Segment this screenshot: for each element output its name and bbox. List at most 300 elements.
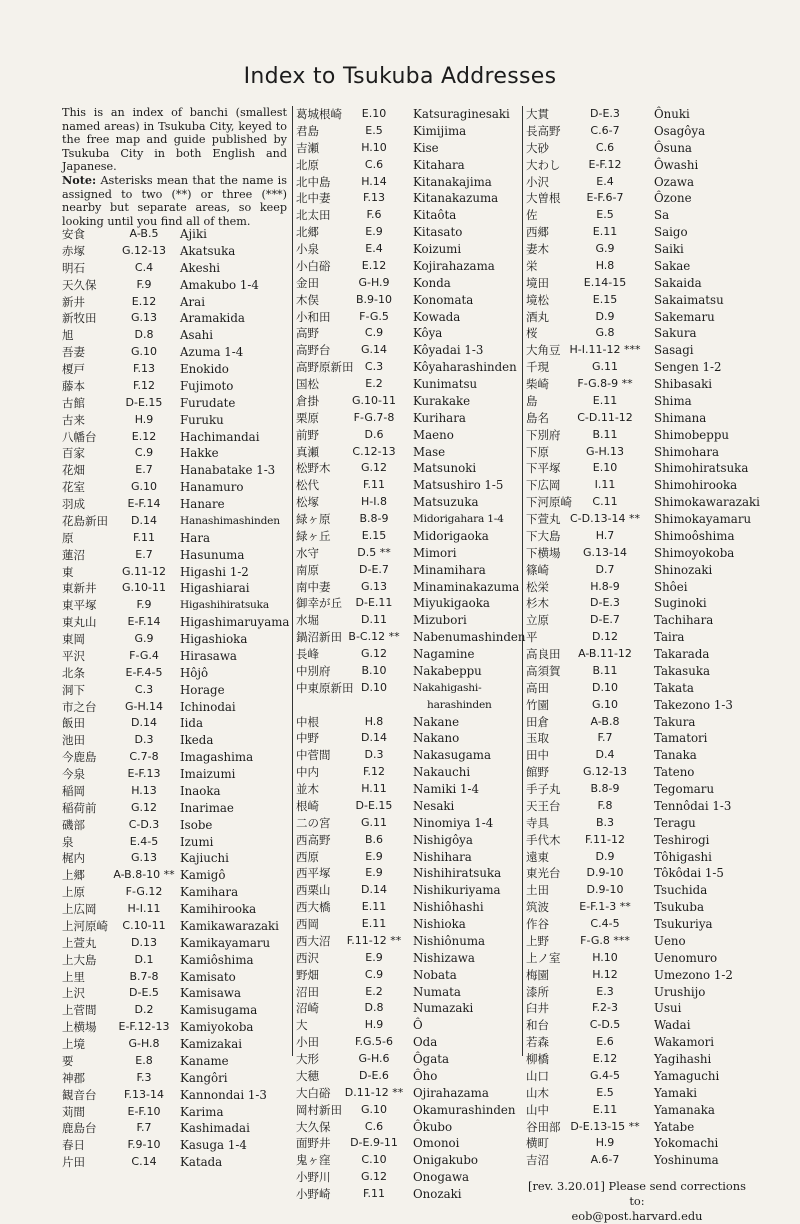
index-entry [526, 1152, 748, 1169]
entry-romaji: Yamaguchi [654, 1068, 720, 1083]
entry-kanji: 真瀬 [296, 444, 319, 459]
entry-romaji: Aramakida [180, 311, 245, 326]
entry-romaji: Shôei [654, 579, 688, 594]
entry-romaji: Ozawa [654, 174, 695, 189]
entry-kanji: 中東原新田 [296, 680, 354, 695]
entry-kanji: 谷田部 [526, 1119, 561, 1134]
index-entry [526, 393, 748, 410]
entry-grid-ref: D-E.3 [590, 107, 620, 120]
entry-romaji: Teragu [654, 815, 696, 830]
index-entry [296, 275, 518, 292]
entry-kanji: 片田 [62, 1155, 85, 1170]
index-entry [62, 1002, 287, 1019]
entry-kanji: 寺具 [526, 815, 549, 830]
entry-romaji: Kaname [180, 1053, 229, 1068]
entry-kanji: 上大島 [62, 952, 97, 967]
entry-grid-ref: E-F.4-5 [125, 665, 163, 679]
entry-romaji: Kowada [413, 309, 461, 324]
entry-romaji: Numata [413, 984, 461, 999]
entry-grid-ref: F.9-10 [127, 1138, 161, 1152]
entry-grid-ref: E.9 [365, 950, 383, 964]
entry-kanji: 神郡 [62, 1070, 85, 1085]
entry-grid-ref: C.3 [134, 682, 154, 696]
entry-romaji: Kurakake [413, 393, 471, 408]
entry-kanji: 平 [526, 630, 538, 645]
entry-kanji: 古館 [62, 395, 85, 410]
entry-kanji: 下広岡 [526, 478, 561, 493]
entry-kanji: 安食 [62, 227, 85, 241]
entry-grid-ref: E.5 [365, 123, 383, 137]
entry-grid-ref: A-B.5 [129, 227, 159, 240]
entry-grid-ref: A.6-7 [590, 1153, 620, 1167]
index-entry [62, 783, 287, 800]
entry-romaji: Izumi [180, 834, 214, 849]
entry-grid-ref: G.11-12 [122, 564, 166, 578]
index-entry [296, 899, 518, 916]
entry-kanji: 上菅間 [62, 1003, 97, 1018]
index-entry [296, 1051, 518, 1068]
index-entry [296, 882, 518, 899]
entry-kanji: 玉取 [526, 731, 549, 746]
entry-kanji: 御幸が丘 [296, 596, 342, 611]
entry-kanji: 花室 [62, 480, 85, 495]
index-entry [526, 595, 748, 612]
entry-grid-ref: G-H.9 [358, 275, 390, 289]
entry-grid-ref: F.13 [132, 362, 156, 375]
entry-kanji: 小沢 [526, 174, 549, 189]
entry-grid-ref: F.2-3 [591, 1001, 619, 1015]
index-entry [296, 967, 518, 984]
entry-romaji: Kunimatsu [413, 377, 478, 391]
entry-kanji: 西郷 [526, 225, 549, 240]
entry-romaji: Tamatori [654, 731, 708, 746]
entry-grid-ref: G.11 [591, 360, 619, 374]
entry-romaji: Sakae [654, 258, 691, 273]
index-entry [526, 157, 748, 174]
entry-grid-ref: E.10 [361, 107, 387, 120]
entry-grid-ref: G.12 [360, 647, 388, 660]
entry-kanji: 天王台 [526, 798, 561, 813]
index-entry [296, 342, 518, 359]
entry-kanji: 松野木 [296, 461, 331, 476]
entry-kanji: 北中島 [296, 174, 331, 189]
entry-grid-ref: D-E.13-15 ** [570, 1119, 640, 1133]
entry-romaji: Furuku [180, 412, 224, 427]
entry-romaji: Taira [654, 630, 685, 645]
entry-grid-ref: G.10 [360, 1102, 388, 1116]
entry-kanji: 観音台 [62, 1087, 97, 1102]
entry-romaji: Nishioka [413, 917, 466, 931]
entry-kanji: 緑ヶ丘 [296, 528, 331, 543]
entry-kanji: 中根 [296, 714, 319, 729]
index-entry [62, 530, 287, 547]
index-entry [526, 342, 748, 359]
entry-romaji: Kamigô [180, 868, 226, 883]
index-entry [526, 460, 748, 477]
entry-grid-ref: D-E.15 [125, 395, 163, 409]
entry-kanji: 山口 [526, 1068, 549, 1083]
entry-romaji: Nobata [413, 967, 457, 982]
entry-romaji: Konda [413, 275, 451, 290]
index-entry [526, 1102, 748, 1119]
index-entry [296, 612, 518, 629]
entry-kanji: 磯部 [62, 817, 85, 832]
entry-romaji: Katsuraginesaki [413, 107, 510, 121]
entry-grid-ref: C.11 [592, 495, 618, 509]
index-entry [526, 1051, 748, 1068]
index-entry [296, 781, 518, 798]
entry-romaji: Horage [180, 682, 225, 697]
entry-grid-ref: H.8-9 [590, 579, 620, 593]
index-entry [526, 376, 748, 393]
index-entry [62, 429, 287, 446]
entry-kanji: 鬼ヶ窪 [296, 1153, 331, 1168]
index-entry [296, 1169, 518, 1186]
entry-romaji: Imagashima [180, 750, 254, 765]
index-entry [62, 952, 287, 969]
entry-kanji: 上河原崎 [62, 918, 108, 933]
index-entry [62, 614, 290, 631]
entry-romaji: Kamiyokoba [180, 1020, 254, 1035]
index-entry [296, 477, 518, 494]
entry-grid-ref: F-G.5 [359, 309, 389, 323]
entry-romaji: Nakahigashi- harashinden [413, 681, 492, 711]
entry-kanji: 水守 [296, 545, 319, 560]
entry-kanji: 稲岡 [62, 783, 85, 798]
entry-grid-ref: D-E.7 [359, 562, 389, 576]
entry-kanji: 田倉 [526, 714, 549, 729]
index-entry [62, 631, 287, 648]
entry-romaji: Ônuki [654, 107, 690, 121]
entry-grid-ref: H.13 [131, 783, 157, 797]
entry-grid-ref: D.14 [361, 883, 387, 897]
entry-kanji: 大形 [296, 1052, 319, 1066]
entry-romaji: Onogawa [413, 1170, 470, 1185]
entry-romaji: Mimori [413, 545, 457, 560]
entry-kanji: 松塚 [296, 495, 319, 510]
index-entry [526, 123, 748, 140]
entry-grid-ref: D.9 [595, 309, 615, 323]
entry-kanji: 上境 [62, 1037, 85, 1051]
entry-grid-ref: F.7 [136, 1121, 152, 1135]
entry-romaji: Ô [413, 1018, 423, 1033]
entry-grid-ref: G.12-13 [122, 243, 166, 257]
entry-romaji: Namiki 1-4 [413, 782, 479, 796]
entry-grid-ref: G.11 [360, 815, 388, 829]
entry-romaji: Matsunoki [413, 461, 477, 476]
index-list [296, 106, 526, 1203]
entry-kanji: 苅間 [62, 1104, 85, 1119]
entry-romaji: Takezono 1-3 [654, 697, 733, 712]
entry-romaji: Shimohiratsuka [654, 461, 749, 476]
entry-romaji: Osagôya [654, 123, 706, 138]
entry-romaji: Mizubori [413, 613, 467, 628]
entry-grid-ref: G.10 [130, 480, 158, 494]
entry-grid-ref: H.8 [364, 714, 384, 728]
index-entry [62, 395, 287, 412]
index-entry [62, 884, 287, 901]
entry-romaji: Mase [413, 444, 446, 459]
entry-grid-ref: D-E.7 [590, 613, 620, 627]
index-entry [62, 445, 287, 462]
index-entry [62, 294, 287, 311]
entry-grid-ref: D.11 [361, 613, 387, 627]
entry-kanji: 境田 [526, 275, 549, 290]
entry-kanji: 羽成 [62, 497, 85, 511]
entry-grid-ref: H.14 [361, 174, 387, 188]
entry-grid-ref: G.13 [360, 579, 388, 593]
entry-grid-ref: H.9 [364, 1018, 384, 1032]
entry-kanji: 中野 [296, 731, 319, 746]
entry-grid-ref: F.11-12 [584, 832, 626, 846]
index-entry [62, 985, 287, 1002]
entry-romaji: Usui [654, 1001, 682, 1016]
entry-kanji: 東平塚 [62, 598, 97, 613]
entry-kanji: 倉掛 [296, 393, 319, 408]
index-entry [62, 344, 287, 361]
footer [526, 1179, 748, 1224]
entry-kanji: 栗原 [296, 410, 319, 425]
entry-grid-ref: D-E.11 [355, 596, 393, 610]
index-entry [526, 832, 748, 849]
index-entry [62, 462, 287, 479]
note-label: Note: [62, 172, 97, 187]
index-entry [62, 1053, 287, 1070]
index-entry [526, 258, 748, 275]
entry-kanji: 上原 [62, 885, 85, 900]
entry-kanji: 飯田 [62, 716, 85, 731]
entry-grid-ref: D.9-10 [586, 866, 624, 880]
index-entry [296, 309, 518, 326]
entry-kanji: 長高野 [526, 123, 561, 138]
index-entry [296, 190, 518, 207]
entry-grid-ref: C.6 [364, 157, 384, 171]
entry-grid-ref: H.9 [134, 412, 154, 426]
entry-kanji: 新牧田 [62, 311, 97, 326]
entry-grid-ref: C.9 [364, 326, 384, 340]
entry-romaji: Kamisawa [180, 986, 242, 1001]
index-entry [296, 1068, 518, 1085]
index-entry [526, 325, 748, 342]
index-entry [296, 714, 518, 731]
entry-romaji: Tachihara [654, 613, 714, 628]
entry-kanji: 高野原新田 [296, 360, 354, 375]
entry-grid-ref: G-H.8 [128, 1037, 160, 1050]
entry-kanji: 手子丸 [526, 782, 561, 796]
entry-kanji: 吉瀬 [296, 140, 319, 155]
entry-romaji: Ôho [413, 1068, 438, 1083]
entry-kanji: 中菅間 [296, 748, 331, 763]
index-entry [296, 157, 518, 174]
entry-romaji: Minamihara [413, 562, 486, 577]
entry-grid-ref: B.11 [592, 663, 618, 677]
entry-kanji: 立原 [526, 613, 549, 628]
entry-grid-ref: D.8 [364, 1001, 384, 1015]
index-entry [62, 260, 287, 277]
entry-kanji: 西岡 [296, 917, 319, 931]
entry-kanji: 明石 [62, 260, 85, 275]
entry-grid-ref: F.12 [362, 765, 386, 779]
index-entry [296, 815, 518, 832]
entry-kanji: 百家 [62, 446, 85, 461]
entry-kanji: 下河原崎 [526, 495, 572, 510]
entry-grid-ref: E.12 [131, 429, 157, 443]
index-list [526, 106, 760, 1169]
entry-romaji: Tôhigashi [654, 849, 712, 864]
entry-romaji: Hôjô [180, 665, 209, 680]
index-entry [526, 410, 748, 427]
index-entry [296, 528, 518, 545]
entry-grid-ref: G.8 [595, 326, 615, 340]
entry-romaji: Onozaki [413, 1187, 462, 1201]
entry-kanji: 天久保 [62, 277, 97, 292]
entry-romaji: Tôkôdai 1-5 [654, 866, 724, 881]
entry-grid-ref: D.3 [364, 748, 384, 762]
entry-kanji: 西大橋 [296, 900, 331, 915]
index-entry [296, 1017, 518, 1034]
index-entry [296, 1102, 518, 1119]
entry-grid-ref: D.12 [592, 630, 618, 644]
entry-grid-ref: G.13 [130, 851, 158, 865]
entry-romaji: Kamikayamaru [180, 935, 271, 950]
index-entry [296, 174, 518, 191]
entry-romaji: Sakaida [654, 275, 702, 290]
entry-grid-ref: C.6 [595, 140, 615, 154]
entry-romaji: Tanaka [654, 748, 697, 763]
entry-kanji: 大角豆 [526, 343, 561, 358]
entry-kanji: 梅園 [526, 967, 549, 982]
index-entry [296, 595, 518, 612]
entry-grid-ref: D.10 [361, 680, 387, 694]
entry-kanji: 西栗山 [296, 883, 331, 898]
entry-romaji: Ninomiya 1-4 [413, 815, 494, 830]
entry-romaji: Hachimandai [180, 429, 260, 444]
entry-grid-ref: F.9 [136, 277, 152, 291]
entry-kanji: 篠崎 [526, 562, 549, 577]
entry-romaji: Hirasawa [180, 648, 237, 663]
index-entry [62, 1104, 287, 1121]
index-entry [62, 1154, 287, 1171]
entry-grid-ref: E.11 [361, 917, 387, 930]
entry-romaji: Konomata [413, 292, 474, 307]
entry-kanji: 旭 [62, 328, 74, 343]
index-entry [526, 646, 748, 663]
index-entry [296, 1119, 518, 1136]
entry-grid-ref: E.4 [365, 242, 383, 255]
entry-kanji: 緑ヶ原 [296, 512, 331, 526]
entry-grid-ref: D.5 ** [357, 545, 391, 559]
entry-grid-ref: D.4 [595, 748, 615, 762]
index-entry [296, 545, 518, 562]
index-entry [526, 309, 748, 326]
entry-kanji: 小白硲 [296, 258, 331, 273]
entry-kanji: 臼井 [526, 1001, 549, 1016]
entry-kanji: 松栄 [526, 579, 549, 594]
entry-romaji: Ikeda [180, 733, 214, 748]
entry-grid-ref: H-I.11 [127, 902, 161, 915]
index-entry [526, 865, 748, 882]
entry-romaji: Oda [413, 1035, 438, 1050]
entry-grid-ref: G.4-5 [590, 1068, 620, 1082]
entry-grid-ref: A-B.8 [590, 714, 620, 728]
entry-romaji: Sasagi [654, 343, 694, 358]
index-entry [526, 967, 748, 984]
entry-grid-ref: C-D.3 [128, 817, 160, 831]
entry-romaji: Shimohara [654, 444, 720, 459]
column-divider [292, 106, 293, 1056]
entry-kanji: 小田 [296, 1035, 319, 1050]
index-entry [62, 665, 287, 682]
index-entry [296, 1000, 518, 1017]
entry-grid-ref: G.9 [595, 242, 615, 255]
index-entry [62, 682, 287, 699]
entry-kanji: 遠東 [526, 849, 549, 864]
entry-grid-ref: D.6 [364, 427, 384, 441]
index-entry [296, 849, 518, 866]
entry-grid-ref: E.7 [135, 463, 153, 477]
entry-grid-ref: F.13 [362, 191, 386, 205]
entry-grid-ref: C.6-7 [590, 123, 620, 137]
entry-grid-ref: E-F.10 [127, 1104, 161, 1118]
entry-romaji: Yagihashi [654, 1052, 712, 1066]
footer-revision: [rev. 3.20.01] Please send corrections to: [528, 1179, 746, 1209]
entry-romaji: Kamisugama [180, 1003, 258, 1018]
index-entry [62, 850, 287, 867]
entry-romaji: Tsukuriya [654, 917, 713, 931]
entry-grid-ref: E.2 [365, 984, 383, 998]
entry-romaji: Nishikuriyama [413, 883, 501, 898]
index-entry [296, 460, 518, 477]
entry-romaji: Nabenumashinden [413, 630, 526, 645]
entry-kanji: 高須賀 [526, 663, 561, 678]
index-entry [62, 969, 287, 986]
entry-kanji: 面野井 [296, 1136, 331, 1151]
entry-romaji: Shimoyokoba [654, 545, 735, 560]
index-entry [296, 1085, 518, 1102]
entry-grid-ref: D.11-12 ** [344, 1085, 404, 1099]
entry-romaji: Kurihara [413, 410, 466, 425]
index-entry [296, 950, 518, 967]
entry-romaji: Kajiuchi [180, 851, 229, 866]
entry-grid-ref: F.11 [132, 530, 156, 544]
entry-kanji: 沼崎 [296, 1001, 319, 1016]
entry-kanji: 東 [62, 564, 74, 579]
entry-grid-ref: F.12 [132, 378, 156, 392]
entry-kanji: 梶内 [62, 851, 85, 866]
entry-kanji: 山中 [526, 1102, 549, 1117]
entry-grid-ref: F-G.8 *** [580, 933, 630, 947]
entry-kanji: 島名 [526, 410, 549, 425]
entry-kanji: 上横場 [62, 1020, 97, 1035]
index-entry [526, 207, 748, 224]
entry-kanji: 高良田 [526, 647, 561, 661]
index-entry [526, 781, 748, 798]
index-entry [296, 444, 518, 461]
entry-kanji: 沼田 [296, 984, 319, 999]
index-entry [526, 562, 748, 579]
entry-grid-ref: C.12-13 [352, 444, 396, 458]
index-entry [526, 528, 748, 545]
entry-romaji: Teshirogi [654, 832, 710, 847]
entry-grid-ref: G.10 [130, 345, 158, 359]
index-entry [296, 916, 518, 933]
entry-kanji: 前野 [296, 427, 319, 442]
entry-grid-ref: C.9 [134, 446, 154, 460]
entry-romaji: Higashiarai [180, 581, 250, 596]
index-entry [526, 1135, 748, 1152]
entry-grid-ref: D.3 [134, 733, 154, 747]
entry-grid-ref: D.9 [595, 849, 615, 863]
